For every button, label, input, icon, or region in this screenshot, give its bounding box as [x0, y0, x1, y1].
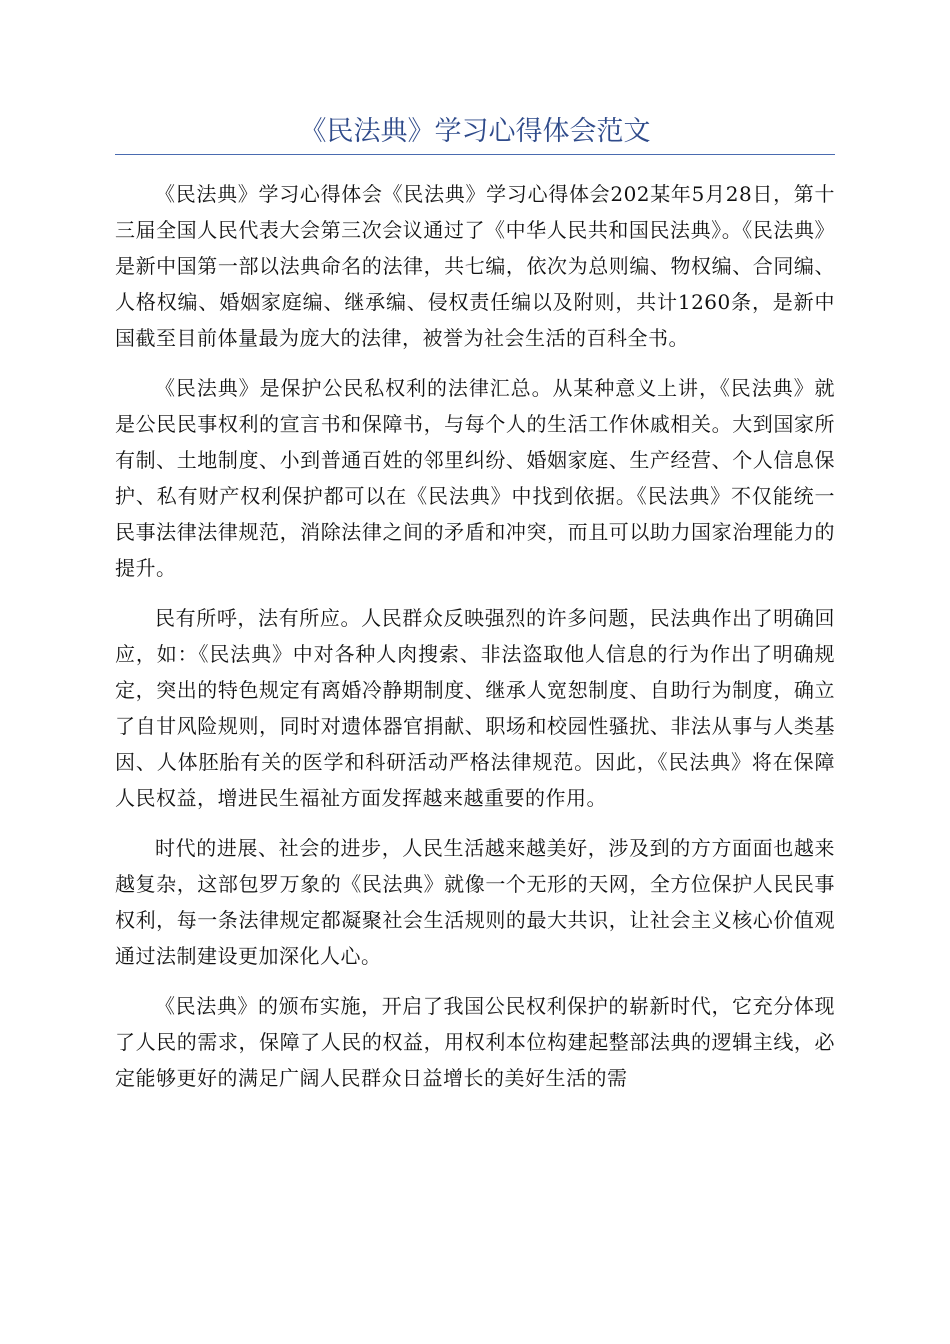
paragraph-1: 《民法典》学习心得体会《民法典》学习心得体会202某年5月28日，第十三届全国人民代表大会第三次会议通过了《中华人民共和国民法典》。《民法典》是新中国第一部以法典命名的法律，共七编，依次为总则编、物权编、合同编、人格权编、婚姻家庭编、继承编、侵权责任编以及附则，共计1260条，是新中国截至目前体量最为庞大的法律，被誉为社会生活的百科全书。 [115, 182, 835, 350]
paragraph-4: 时代的进展、社会的进步，人民生活越来越美好，涉及到的方方面面也越来越复杂，这部包罗万象的《民法典》就像一个无形的天网，全方位保护人民民事权利，每一条法律规定都凝聚社会生活规则的最大共识，让社会主义核心价值观通过法制建设更加深化人心。 [115, 836, 835, 968]
paragraph-3: 民有所呼，法有所应。人民群众反映强烈的许多问题，民法典作出了明确回应，如：《民法典》中对各种人肉搜索、非法盗取他人信息的行为作出了明确规定，突出的特色规定有离婚冷静期制度、继承人宽恕制度、自助行为制度，确立了自甘风险规则，同时对遗体器官捐献、职场和校园性骚扰、非法从事与人类基因、人体胚胎有关的医学和科研活动严格法律规范。因此，《民法典》将在保障人民权益，增进民生福祉方面发挥越来越重要的作用。 [115, 606, 835, 810]
paragraph-5: 《民法典》的颁布实施，开启了我国公民权利保护的崭新时代，它充分体现了人民的需求，保障了人民的权益，用权利本位构建起整部法典的逻辑主线，必定能够更好的满足广阔人民群众日益增长的美好生活的需 [115, 994, 835, 1090]
document-title: 《民法典》学习心得体会范文 [299, 116, 651, 147]
title-underline [115, 154, 835, 155]
document-body [115, 176, 835, 1110]
paragraph-2: 《民法典》是保护公民私权利的法律汇总。从某种意义上讲，《民法典》就是公民民事权利的宣言书和保障书，与每个人的生活工作休戚相关。大到国家所有制、土地制度、小到普通百姓的邻里纠纷、婚姻家庭、生产经营、个人信息保护、私有财产权利保护都可以在《民法典》中找到依据。《民法典》不仅能统一民事法律法律规范，消除法律之间的矛盾和冲突，而且可以助力国家治理能力的提升。 [115, 376, 835, 580]
